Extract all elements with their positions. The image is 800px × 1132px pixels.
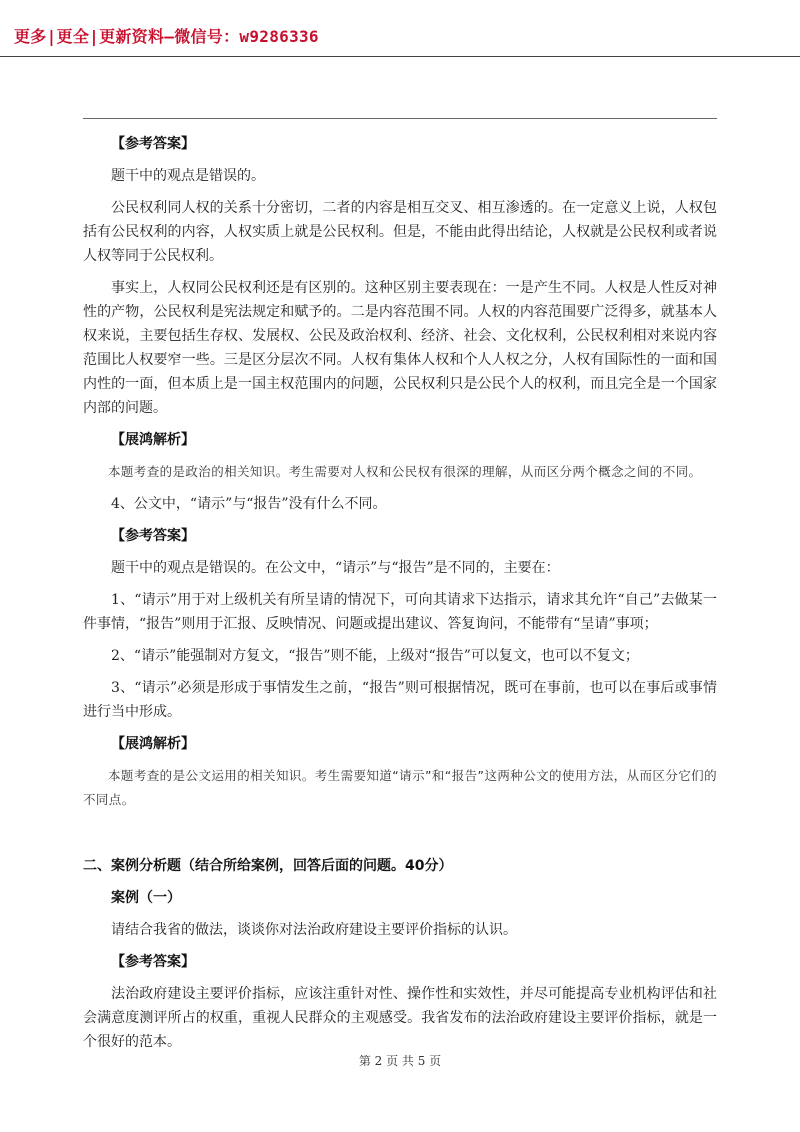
answer-heading: 【参考答案】	[111, 528, 195, 544]
analysis-heading: 【展鸿解析】	[111, 736, 195, 752]
section-spacer	[83, 820, 717, 854]
answer-paragraph: 题干中的观点是错误的。	[111, 168, 265, 184]
document-body	[83, 132, 717, 1062]
answer-point: 3、“请示”必须是形成于事情发生之前，“报告”则可根据情况，既可在事前，也可以在事后或事情进行当中形成。	[83, 680, 717, 720]
section-heading: 二、案例分析题（结合所给案例，回答后面的问题。40分）	[83, 858, 453, 874]
banner-divider	[0, 56, 800, 57]
answer-paragraph: 题干中的观点是错误的。在公文中，“请示”与“报告”是不同的，主要在：	[111, 560, 560, 576]
answer-point: 2、“请示”能强制对方复文，“报告”则不能，上级对“报告”可以复文，也可以不复文；	[111, 648, 639, 664]
answer-heading: 【参考答案】	[111, 954, 195, 970]
answer-paragraph: 法治政府建设主要评价指标，应该注重针对性、操作性和实效性，并尽可能提高专业机构评估和社会满意度测评所占的权重，重视人民群众的主观感受。我省发布的法治政府建设主要评价指标，就是一个很好的范本。	[83, 986, 717, 1050]
analysis-paragraph: 本题考查的是公文运用的相关知识。考生需要知道“请示”和“报告”这两种公文的使用方法，从而区分它们的不同点。	[83, 768, 717, 807]
wechat-banner: 更多|更全|更新资料—微信号：w9286336	[14, 27, 319, 46]
case-heading: 案例（一）	[111, 890, 181, 906]
case-question: 请结合我省的做法，谈谈你对法治政府建设主要评价指标的认识。	[111, 922, 517, 938]
page-number: 第 2 页 共 5 页	[358, 1054, 442, 1068]
answer-paragraph: 公民权利同人权的关系十分密切，二者的内容是相互交叉、相互渗透的。在一定意义上说，人权包括有公民权利的内容，人权实质上就是公民权利。但是，不能由此得出结论，人权就是公民权利或者说人权等同于公民权利。	[83, 200, 717, 264]
answer-heading: 【参考答案】	[111, 136, 195, 152]
analysis-heading: 【展鸿解析】	[111, 432, 195, 448]
question-4: 4、公文中，“请示”与“报告”没有什么不同。	[111, 496, 387, 512]
analysis-paragraph: 本题考查的是政治的相关知识。考生需要对人权和公民权有很深的理解，从而区分两个概念之间的不同。	[108, 464, 702, 479]
answer-paragraph: 事实上，人权同公民权利还是有区别的。这种区别主要表现在：一是产生不同。人权是人性反对神性的产物，公民权利是宪法规定和赋予的。二是内容范围不同。人权的内容范围要广泛得多，就基本人权来说，主要包括生存权、发展权、公民及政治权利、经济、社会、文化权利，公民权利相对来说内容范围比人权要窄一些。三是区分层次不同。人权有集体人权和个人人权之分，人权有国际性的一面和国内性的一面，但本质上是一国主权范围内的问题，公民权利只是公民个人的权利，而且完全是一个国家内部的问题。	[83, 280, 717, 416]
page-header-rule	[83, 118, 717, 119]
answer-point: 1、“请示”用于对上级机关有所呈请的情况下，可向其请求下达指示，请求其允许“自己”去做某一件事情，“报告”则用于汇报、反映情况、问题或提出建议、答复询问，不能带有“呈请”事项；	[83, 592, 717, 632]
